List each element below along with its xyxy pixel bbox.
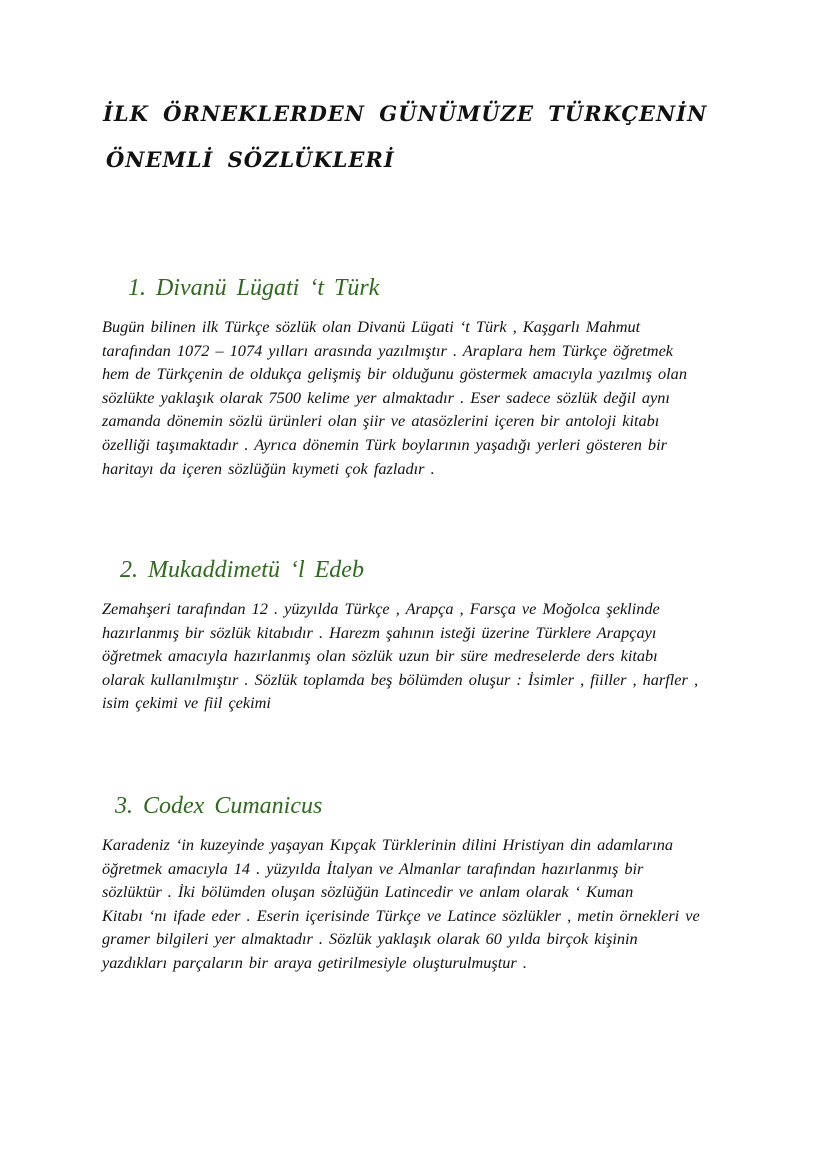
text-line: Kitabı ‘nı ifade eder . Eserin içerisinde Türkçe ve Latince sözlükler , metin örnekleri ve [102,905,700,925]
text-line: Bugün bilinen ilk Türkçe sözlük olan Divanü Lügati ‘t Türk , Kaşgarlı Mahmut [102,317,641,336]
section-heading-1: 1. Divanü Lügati ‘t Türk [128,275,380,301]
document-title-line-2: ÖNEMLİ SÖZLÜKLERİ [106,147,395,172]
text-line: Karadeniz ‘in kuzeyinde yaşayan Kıpçak Türklerinin dilini Hristiyan din adamlarına [102,835,674,854]
text-line: yazdıkları parçaların bir araya getirilmesiyle oluşturulmuştur . [102,952,527,972]
text-line: Zemahşeri tarafından 12 . yüzyılda Türkçe , Arapça , Farsça ve Moğolca şeklinde [102,599,660,618]
text-line: sözlüktür . İki bölümden oluşan sözlüğün Latincedir ve anlam olarak ‘ Kuman [102,882,634,902]
text-line: olarak kullanılmıştır . Sözlük toplamda beş bölümden oluşur : İsimler , fiiller , harfler , [102,669,699,689]
text-line: öğretmek amacıyla hazırlanmış olan sözlük uzun bir süre medreselerde ders kitabı [102,646,658,666]
section-body-3 [102,833,700,975]
text-line: haritayı da içeren sözlüğün kıymeti çok fazladır . [102,458,435,478]
section-heading-2: 2. Mukaddimetü ‘l Edeb [120,557,364,583]
text-line: öğretmek amacıyla 14 . yüzyılda İtalyan ve Almanlar tarafından hazırlanmış bir [102,858,644,878]
text-line: gramer bilgileri yer almaktadır . Sözlük yaklaşık olarak 60 yılda birçok kişinin [102,929,638,949]
text-line: hem de Türkçenin de oldukça gelişmiş bir olduğunu göstermek amacıyla yazılmış olan [102,364,687,384]
text-line: zamanda dönemin sözlü ürünleri olan şiir ve atasözlerini içeren bir antoloji kitabı [102,411,660,431]
section-body-2 [102,597,698,715]
section-heading-3: 3. Codex Cumanicus [115,793,323,819]
text-line: hazırlanmış bir sözlük kitabıdır . Harezm şahının isteği üzerine Türklere Arapçayı [102,622,657,642]
section-body-1 [102,315,687,480]
text-line: tarafından 1072 – 1074 yılları arasında yazılmıştır . Araplara hem Türkçe öğretmek [102,340,674,360]
text-line: özelliği taşımaktadır . Ayrıca dönemin Türk boylarının yaşadığı yerleri gösteren bir [102,434,667,454]
text-line: sözlükte yaklaşık olarak 7500 kelime yer almaktadır . Eser sadece sözlük değil aynı [102,387,670,407]
text-line: isim çekimi ve fiil çekimi [102,693,271,713]
document-title-line-1: İLK ÖRNEKLERDEN GÜNÜMÜZE TÜRKÇENİN [103,101,708,126]
